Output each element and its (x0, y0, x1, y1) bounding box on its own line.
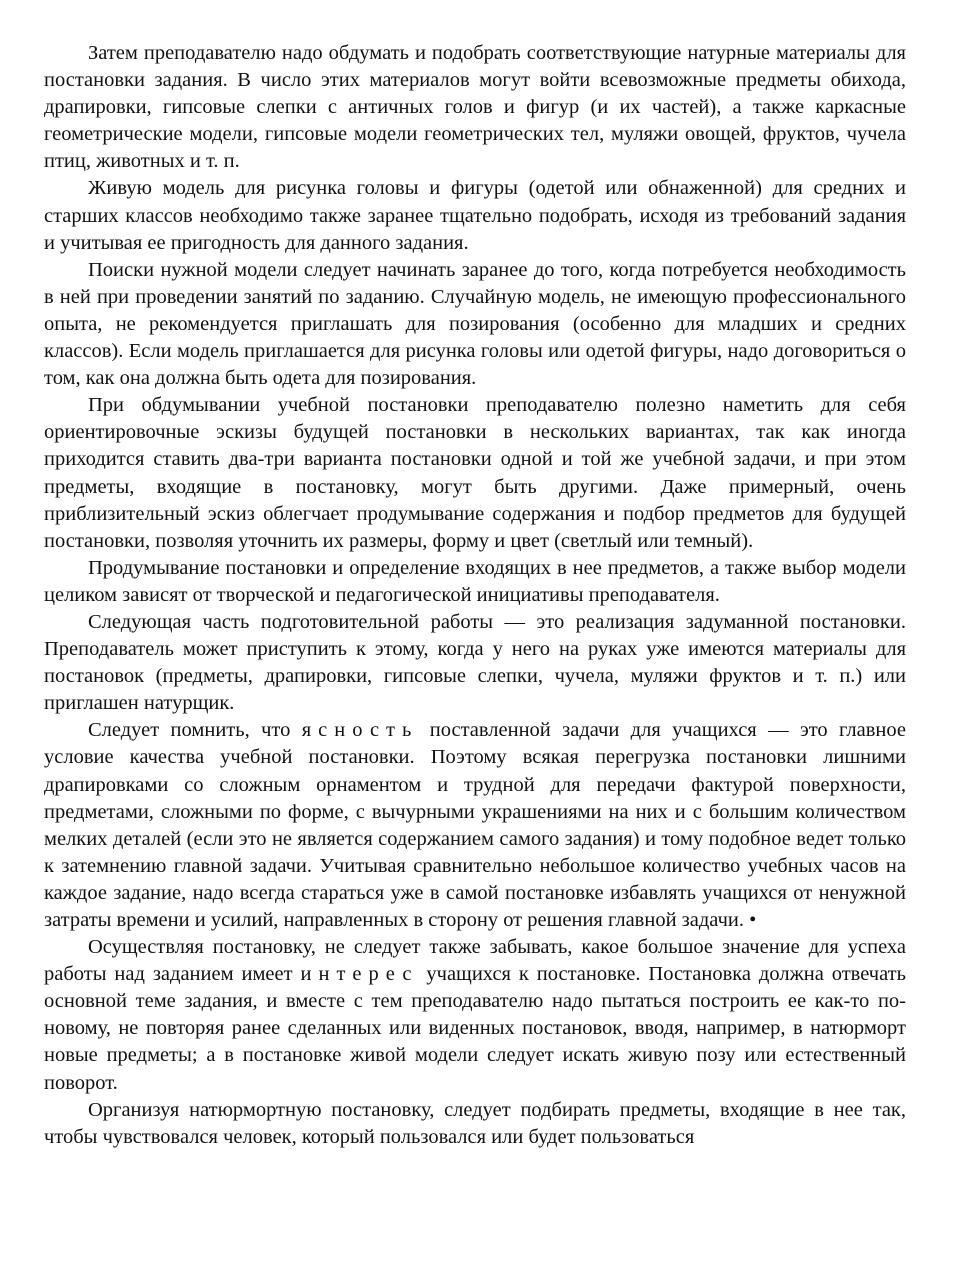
paragraph-8 (44, 934, 906, 1097)
paragraph-8-lead: Осуществляя постановку, не следует также забывать, какое большое значение для успеха работы над заданием имеет (44, 936, 906, 986)
paragraph-7-lead: Следует помнить, что (88, 719, 302, 742)
emphasis-clarity: ясность (301, 719, 419, 742)
paragraph-6: Следующая часть подготовительной работы — это реализация задуманной постановки. Преподаватель может приступить к этому, когда у него на руках уже имеются материалы для постановок (предметы, драпировки, гипсовые слепки, чучела, муляжи фруктов и т. п.) или приглашен натурщик. (44, 610, 906, 715)
paragraph-7-rest: поставленной задачи для учащихся — это главное условие качества учебной постановки. Поэтому всякая перегрузка постановки лишними драпировками со сложным орнаментом и трудной для передачи фактурой поверхности, предметами, сложными по форме, с вычурными украшениями на них и с большим количеством мелких деталей (если это не является содержанием самого задания) и тому подобное ведет только к затемнению главной задачи. Учитывая сравнительно небольшое количество учебных часов на каждое задание, надо всегда стараться уже в самой постановке избавлять учащихся от ненужной затраты времени и усилий, направленных в сторону от решения главной задачи. • (44, 719, 906, 931)
paragraph-7 (44, 717, 906, 934)
paragraph-4: При обдумывании учебной постановки преподавателю полезно наметить для себя ориентировочные эскизы будущей постановки в нескольких вариантах, так как иногда приходится ставить два-три варианта постановки одной и той же учебной задачи, и при этом предметы, входящие в постановку, могут быть другими. Даже примерный, очень приблизительный эскиз облегчает продумывание содержания и подбор предметов для будущей постановки, позволяя уточнить их размеры, форму и цвет (светлый или темный). (44, 394, 906, 552)
paragraph-8-rest: учащихся к постановке. Постановка должна отвечать основной теме задания, и вместе с тем преподавателю надо пытаться построить ее как-то по-новому, не повторяя ранее сделанных или виденных постановок, вводя, например, в натюрморт новые предметы; а в постановке живой модели следует искать живую позу или естественный поворот. (44, 963, 906, 1094)
paragraph-1: Затем преподавателю надо обдумать и подобрать соответствующие натурные материалы для постановки задания. В число этих материалов могут войти всевозможные предметы обихода, драпировки, гипсовые слепки с античных голов и фигур (и их частей), а также каркасные геометрические модели, гипсовые модели геометрических тел, муляжи овощей, фруктов, чучела птиц, животных и т. п. (44, 42, 906, 173)
paragraph-3: Поиски нужной модели следует начинать заранее до того, когда потребуется необходимость в ней при проведении занятий по заданию. Случайную модель, не имеющую профессионального опыта, не рекомендуется приглашать для позирования (особенно для младших и средних классов). Если модель приглашается для рисунка головы или одетой фигуры, надо договориться о том, как она должна быть одета для позирования. (44, 258, 906, 390)
document-page (44, 40, 906, 1151)
paragraph-5: Продумывание постановки и определение входящих в нее предметов, а также выбор модели целиком зависят от творческой и педагогической инициативы преподавателя. (44, 556, 906, 606)
paragraph-9: Организуя натюрмортную постановку, следует подбирать предметы, входящие в нее так, чтобы чувствовался человек, который пользовался или будет пользоваться (44, 1098, 906, 1148)
paragraph-2: Живую модель для рисунка головы и фигуры (одетой или обнаженной) для средних и старших классов необходимо также заранее тщательно подобрать, исходя из требований задания и учитывая ее пригодность для данного задания. (44, 177, 906, 254)
emphasis-interest: интерес (300, 963, 419, 986)
